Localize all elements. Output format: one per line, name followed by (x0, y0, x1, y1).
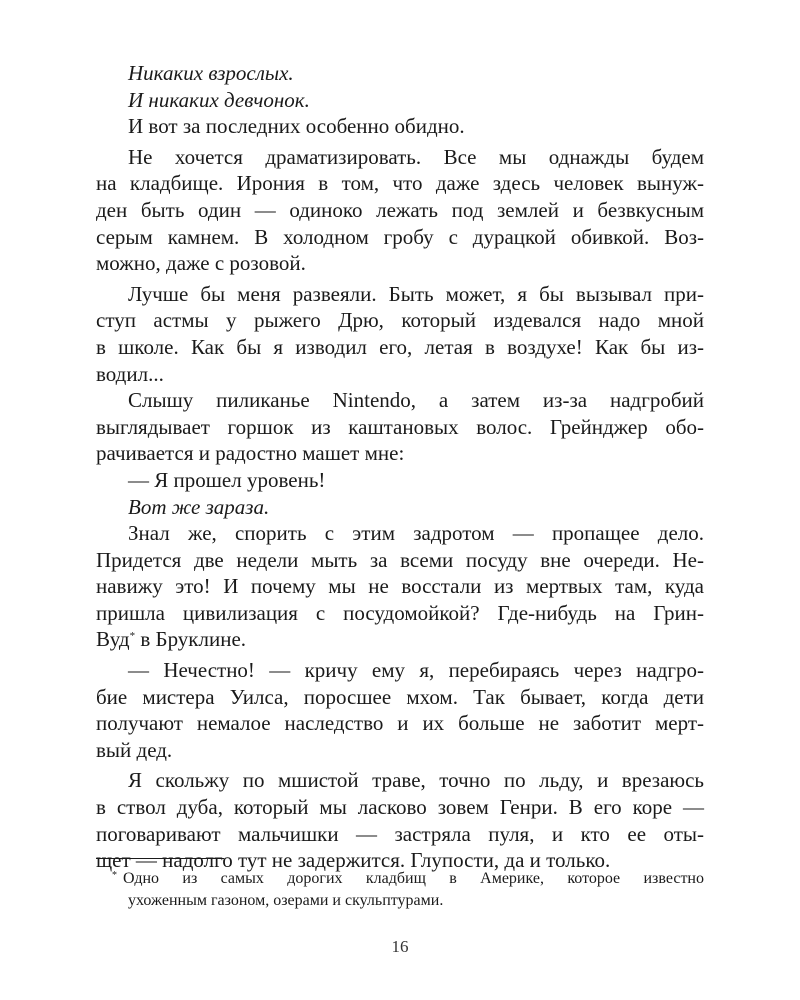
footnote-divider (96, 858, 224, 859)
text-line: Не хочется драматизировать. Все мы однажды будем (128, 144, 704, 169)
text-line: Я скольжу по мшистой траве, точно по льду, и врезаюсь (128, 768, 704, 793)
text-line: Знал же, спорить с этим задротом — пропащее дело. (128, 521, 704, 546)
text-fragment: Вуд (96, 627, 130, 652)
text-line: Вот же зараза. (128, 494, 270, 519)
text-line: — Нечестно! — кричу ему я, перебираясь через надгро- (128, 658, 704, 683)
text-line: вый дед. (96, 737, 173, 762)
text-line: на кладбище. Ирония в том, что даже здесь человек вынуж- (96, 171, 704, 196)
text-line: щет — надолго тут не задержится. Глупости, да и только. (96, 848, 611, 873)
text-line: Слышу пиликанье Nintendo, а затем из-за надгробий (128, 388, 704, 413)
text-line: в школе. Как бы я изводил его, летая в воздухе! Как бы из- (96, 334, 704, 359)
text-line: И никаких девчонок. (128, 87, 310, 112)
text-fragment: в Бруклине. (135, 627, 247, 652)
text-line: ступ астмы у рыжего Дрю, который издевался надо мной (96, 308, 704, 333)
text-line: навижу это! И почему мы не восстали из мертвых там, куда (96, 574, 704, 599)
text-line-with-footnote (96, 626, 704, 653)
footnote (112, 868, 704, 912)
footnote-mark: * (112, 870, 117, 881)
text-line: Лучше бы меня развеяли. Быть может, я бы вызывал при- (128, 281, 704, 306)
text-line: бие мистера Уилса, поросшее мхом. Так бывает, когда дети (96, 684, 704, 709)
footnote-text: Одно из самых дорогих кладбищ в Америке, которое известно (123, 870, 704, 887)
text-line: водил... (96, 361, 164, 386)
text-line: ден быть один — одиноко лежать под землей и безвкусным (96, 197, 704, 222)
text-line: рачивается и радостно машет мне: (96, 441, 405, 466)
footnote-reference: * (129, 630, 136, 643)
text-line: Придется две недели мыть за всеми посуду вне очереди. Не- (96, 547, 704, 572)
text-line: — Я прошел уровень! (128, 467, 326, 492)
footnote-line (112, 868, 704, 890)
footnote-line: ухоженным газоном, озерами и скульптурами. (128, 892, 444, 909)
text-line: можно, даже с розовой. (96, 251, 306, 276)
text-line: поговаривают мальчишки — застряла пуля, и кто ее оты- (96, 821, 704, 846)
text-line: выглядывает горшок из каштановых волос. Грейнджер обо- (96, 414, 704, 439)
text-line: пришла цивилизация с посудомойкой? Где-нибудь на Грин- (96, 600, 704, 625)
text-line: серым камнем. В холодном гробу с дурацкой обивкой. Воз- (96, 224, 704, 249)
text-line: получают немалое наследство и их больше не заботит мерт- (96, 711, 704, 736)
text-line: в ствол дуба, который мы ласково зовем Генри. В его коре — (96, 795, 704, 820)
page-number: 16 (391, 937, 409, 956)
text-line: И вот за последних особенно обидно. (128, 114, 465, 139)
page-text (96, 60, 704, 874)
text-line: Никаких взрослых. (128, 61, 294, 85)
